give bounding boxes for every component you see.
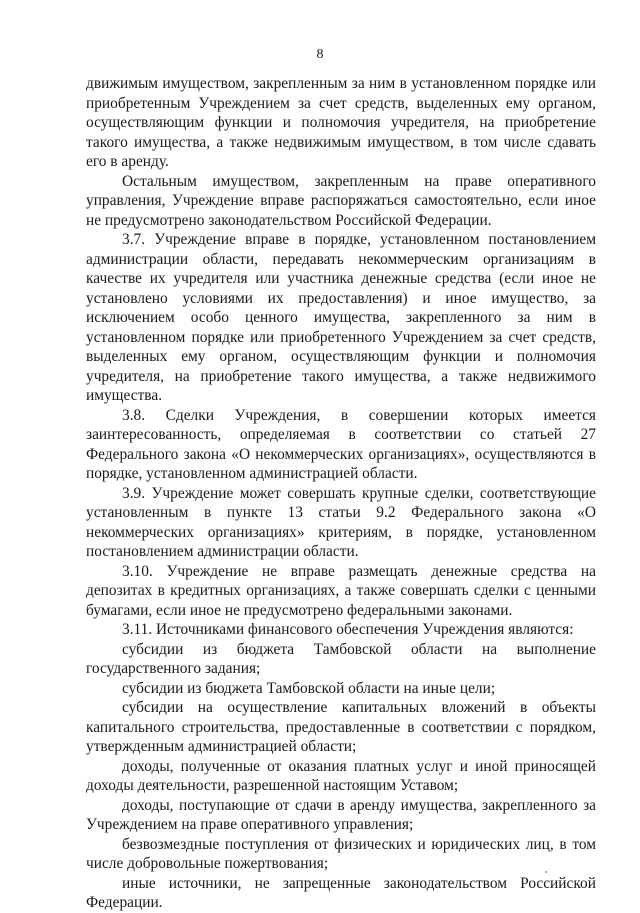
page-number: 8 [316, 47, 324, 62]
list-item-donations: безвозмездные поступления от физических и юридических лиц, в том числе добровольные пожертвования; [86, 835, 596, 872]
paragraph-other-property: Остальным имуществом, закрепленным на праве оперативного управления, Учреждение вправе распоряжаться самостоятельно, если иное не предусмотрено законодательством Российской Федерации. [86, 172, 596, 229]
scan-speck [545, 871, 547, 873]
list-item-capital-investment-subsidies: субсидии на осуществление капитальных вложений в объекты капитального строительства, предоставленные в соответствии с порядком, утвержденным администрацией области; [86, 699, 596, 755]
paragraph-3-9: 3.9. Учреждение может совершать крупные сделки, соответствующие установленным в пункте 13 статьи 9.2 Федерального закона «О некоммерческих организациях» критериям, в порядке, установленном постановлением администрации области. [86, 484, 596, 560]
list-item-other-subsidies: субсидии из бюджета Тамбовской области на иные цели; [122, 679, 496, 697]
list-item-rent-income: доходы, поступающие от сдачи в аренду имущества, закрепленного за Учреждением на праве оперативного управления; [86, 796, 596, 833]
paragraph-3-7: 3.7. Учреждение вправе в порядке, установленном постановлением администрации области, передавать некоммерческим организациям в качестве их учредителя или участника денежные средства (если иное не установлено условиями их предоставления) и иное имущество, за исключением особо ценного имущества, закрепленного за ним в установленном порядке или приобретенного Учреждением за счет средств, выделенных ему органом, осуществляющим функции и полномочия учредителя, на приобретение такого имущества, а также недвижимого имущества. [86, 231, 596, 404]
document-body [86, 74, 596, 913]
paragraph-3-10: 3.10. Учреждение не вправе размещать денежные средства на депозитах в кредитных организациях, а также совершать сделки с ценными бумагами, если иное не предусмотрено федеральными законами. [86, 562, 596, 619]
paragraph-continuation: движимым имуществом, закрепленным за ним в установленном порядке или приобретенным Учреждением за счет средств, выделенных ему органом, осуществляющим функции и полномочия учредителя, на приобретение такого имущества, а также недвижимым имуществом, в том числе сдавать его в аренду. [86, 75, 596, 170]
paragraph-3-8: 3.8. Сделки Учреждения, в совершении которых имеется заинтересованность, определяемая в соответствии со статьей 27 Федерального закона «О некоммерческих организациях», осуществляются в порядке, установленном администрацией области. [86, 406, 596, 482]
list-item-other-sources: иные источники, не запрещенные законодательством Российской Федерации. [86, 874, 596, 911]
paragraph-3-11: 3.11. Источниками финансового обеспечения Учреждения являются: [122, 621, 574, 638]
list-item-state-task-subsidies: субсидии из бюджета Тамбовской области на выполнение государственного задания; [86, 640, 596, 677]
list-item-paid-services-income: доходы, полученные от оказания платных услуг и иной приносящей доходы деятельности, разрешенной настоящим Уставом; [86, 757, 596, 794]
